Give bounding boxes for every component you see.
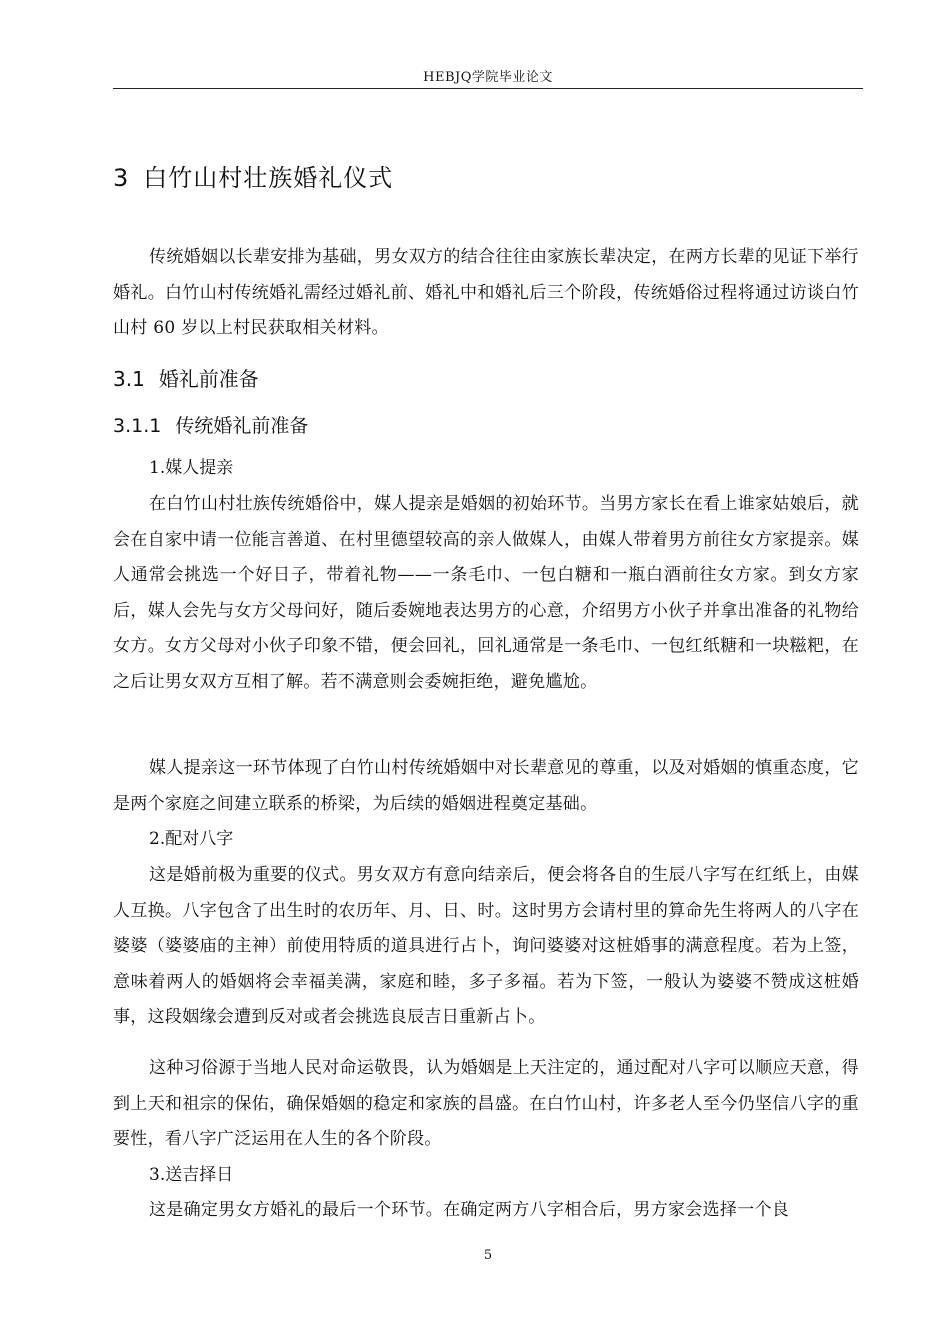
page-number: 5 [483,1248,493,1263]
chapter-title: 白竹山村壮族婚礼仪式 [143,164,394,192]
chapter-heading [113,158,393,193]
section-number: 3.1 [113,367,145,391]
body-paragraph: 这种习俗源于当地人民对命运敬畏，认为婚姻是上天注定的，通过配对八字可以顺应天意，得到上天和祖宗的保佑，确保婚姻的稳定和家族的昌盛。在白竹山村，许多老人至今仍坚信八字的重要性，看八字广泛运用在人生的各个阶段。 [113,1058,859,1149]
item-title-date-selection: 3.送吉择日 [149,1165,234,1185]
chapter-number: 3 [113,164,130,192]
page-header: HEBJQ学院毕业论文 [423,70,553,85]
section-heading [113,363,259,392]
item-title-bazi: 2.配对八字 [149,829,234,849]
body-paragraph: 这是婚前极为重要的仪式。男女双方有意向结亲后，便会将各自的生辰八字写在红纸上，由媒人互换。八字包含了出生时的农历年、月、日、时。这时男方会请村里的算命先生将两人的八字在婆婆（婆婆庙的主神）前使用特质的道具进行占卜，询问婆婆对这桩婚事的满意程度。若为上签，意味着两人的婚姻将会幸福美满，家庭和睦，多子多福。若为下签，一般认为婆婆不赞成这桩婚事，这段姻缘会遭到反对或者会挑选良辰吉日重新占卜。 [113,865,859,1027]
body-paragraph: 这是确定男女方婚礼的最后一个环节。在确定两方八字相合后，男方家会选择一个良 [149,1200,790,1220]
chapter-intro-paragraph: 传统婚姻以长辈安排为基础，男女双方的结合往往由家族长辈决定，在两方长辈的见证下举行婚礼。白竹山村传统婚礼需经过婚礼前、婚礼中和婚礼后三个阶段，传统婚俗过程将通过访谈白竹山村 60 岁以上村民获取相关材料。 [113,247,859,338]
subsection-heading [113,411,308,438]
body-paragraph: 在白竹山村壮族传统婚俗中，媒人提亲是婚姻的初始环节。当男方家长在看上谁家姑娘后，就会在自家中请一位能言善道、在村里德望较高的亲人做媒人，由媒人带着男方前往女方家提亲。媒人通常会挑选一个好日子，带着礼物——一条毛巾、一包白糖和一瓶白酒前往女方家。到女方家后，媒人会先与女方父母问好，随后委婉地表达男方的心意，介绍男方小伙子并拿出准备的礼物给女方。女方父母对小伙子印象不错，便会回礼，回礼通常是一条毛巾、一包红纸糖和一块糍粑，在之后让男女双方互相了解。若不满意则会委婉拒绝，避免尴尬。 [113,494,859,692]
section-title: 婚礼前准备 [158,367,259,391]
item-title-matchmaker: 1.媒人提亲 [149,458,234,478]
subsection-number: 3.1.1 [113,415,162,437]
header-rule [113,88,863,89]
subsection-title: 传统婚礼前准备 [175,415,309,437]
body-paragraph: 媒人提亲这一环节体现了白竹山村传统婚姻中对长辈意见的尊重，以及对婚姻的慎重态度，它是两个家庭之间建立联系的桥梁，为后续的婚姻进程奠定基础。 [113,758,859,814]
